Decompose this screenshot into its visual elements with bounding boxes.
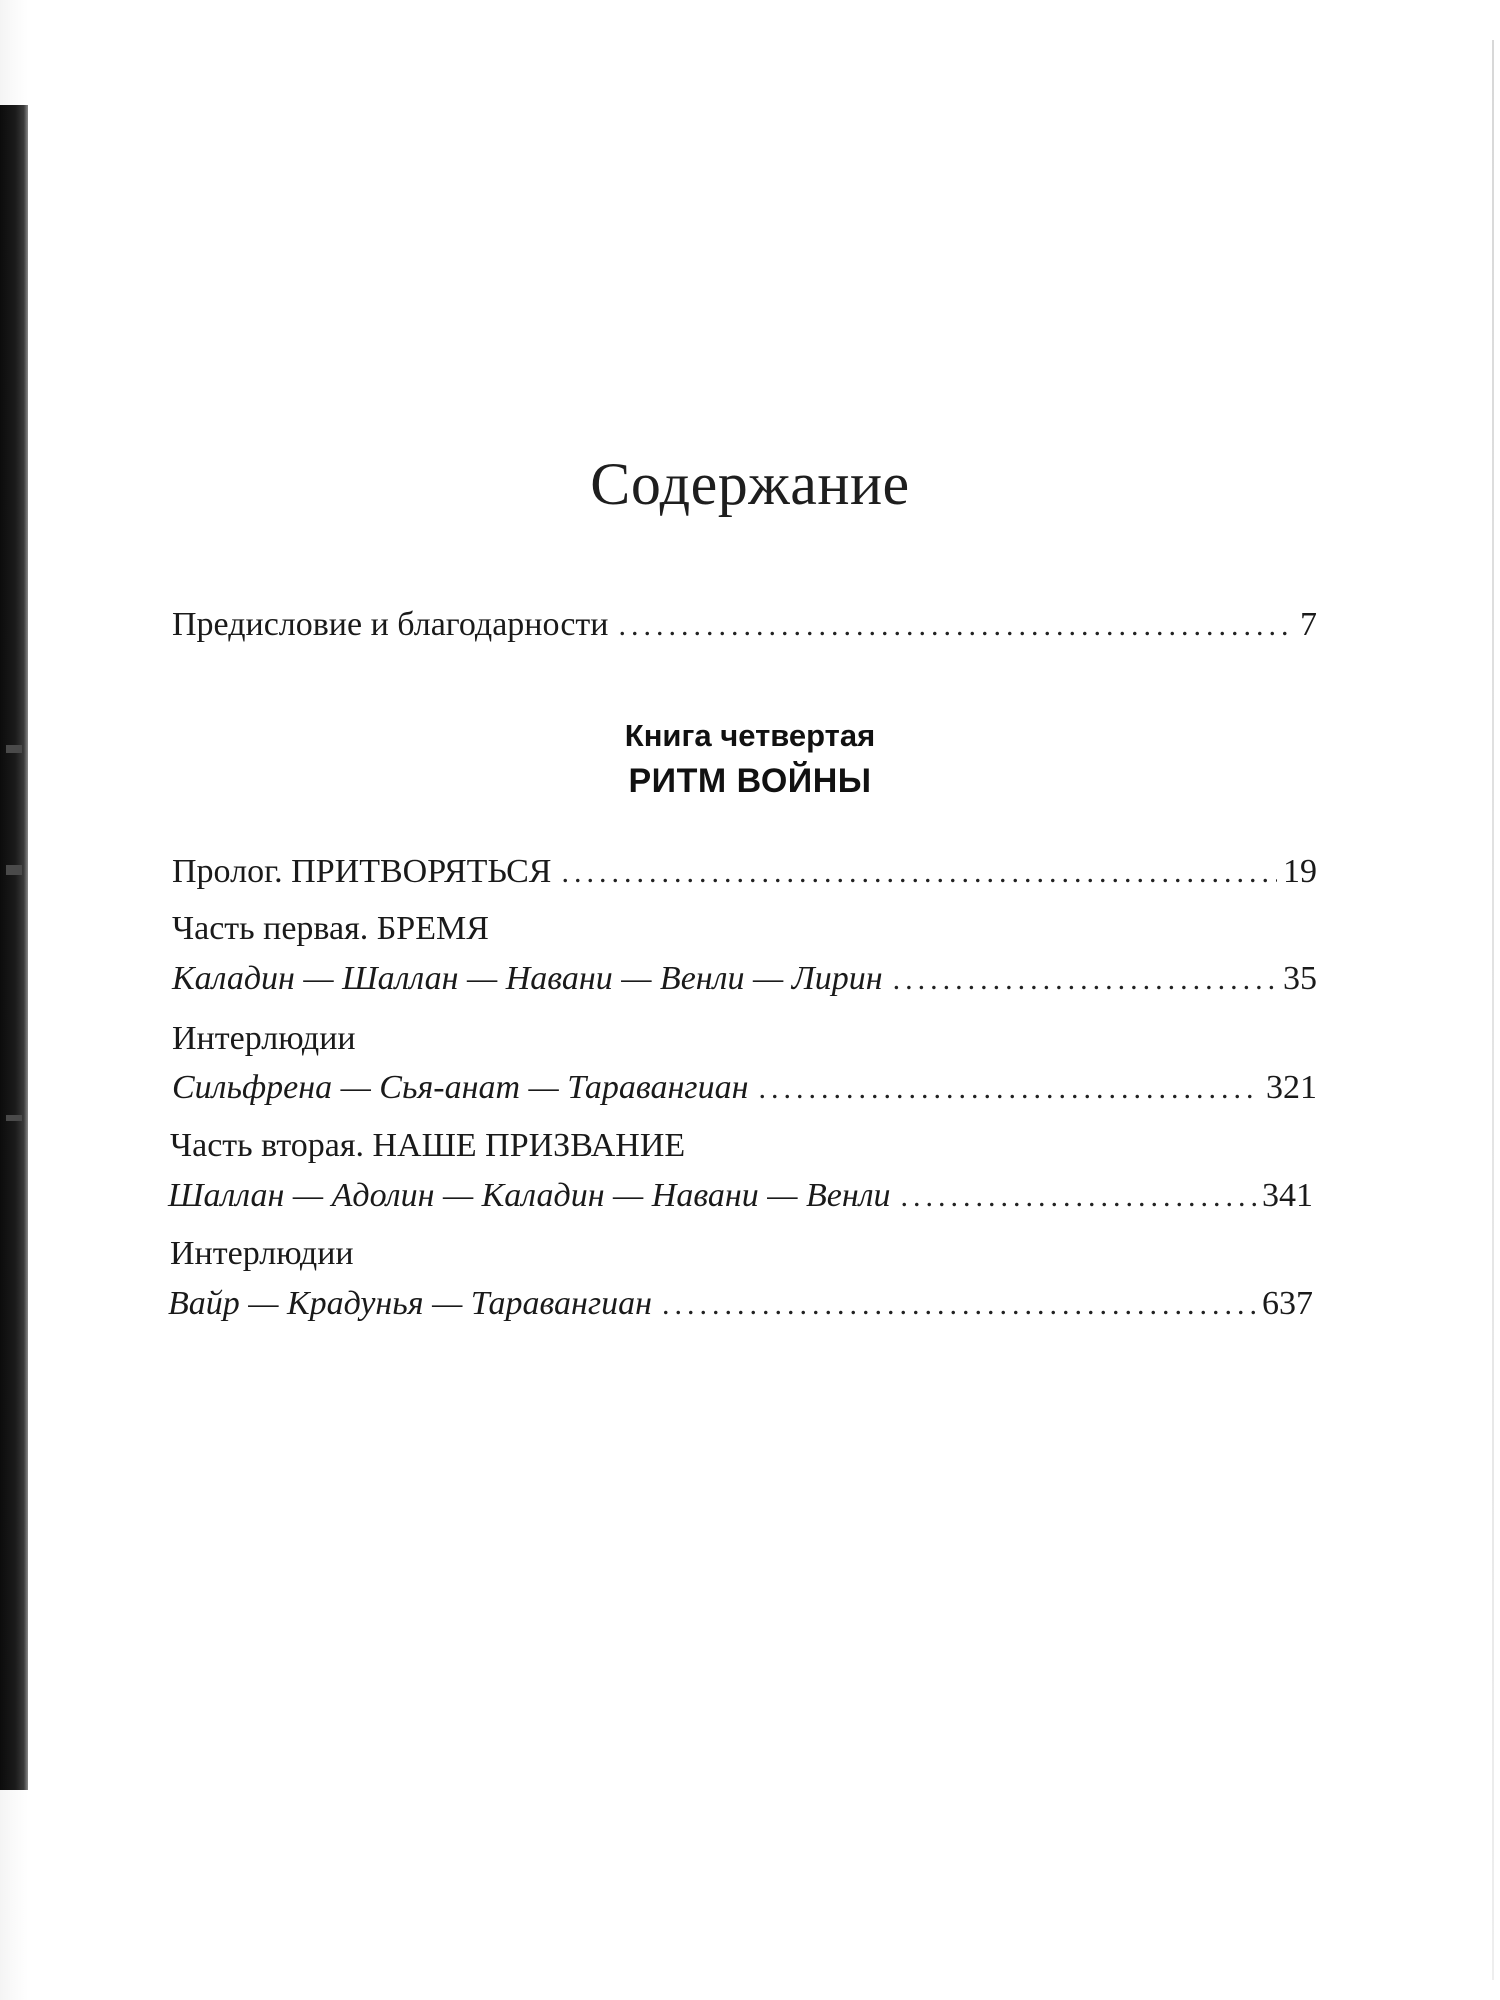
toc-section-part2: Часть вторая. НАШЕ ПРИЗВАНИЕ [170,1127,686,1164]
toc-section-part1: Часть первая. БРЕМЯ [172,910,489,947]
toc-page-number: 637 [1262,1285,1313,1322]
toc-section-interlude1: Интерлюдии [172,1020,356,1057]
toc-page-number: 35 [1283,960,1317,997]
toc-entry-interlude1[interactable] [172,1069,1317,1107]
book-subtitle: Книга четвертая [624,718,876,753]
toc-page-number: 19 [1283,853,1317,890]
toc-section-interlude2: Интерлюдии [170,1235,354,1272]
dot-leader [561,856,1277,890]
toc-chapter-list: Шаллан — Адолин — Каладин — Навани — Венли [168,1177,891,1214]
toc-entry-part1[interactable] [172,960,1317,998]
toc-chapter-list: Вайр — Крадунья — Таравангиан [168,1285,653,1322]
page-right-edge [1492,40,1494,1980]
toc-chapter-list: Каладин — Шаллан — Навани — Венли — Лирин [172,960,883,997]
book-name: РИТМ ВОЙНЫ [628,762,872,800]
toc-entry-part2[interactable] [168,1177,1313,1215]
toc-page-number: 7 [1300,606,1317,643]
dot-leader [619,609,1292,643]
spine-mark [6,865,22,875]
toc-entry-preface[interactable] [172,606,1317,644]
dot-leader [901,1180,1256,1214]
toc-chapter-list: Сильфрена — Сья-анат — Таравангиан [172,1069,749,1106]
spine-mark [6,1115,22,1121]
book-spine-shadow [0,105,28,1790]
toc-entry-label: Предисловие и благодарности [172,606,609,643]
toc-entry-interlude2[interactable] [168,1285,1313,1323]
toc-entry-prologue[interactable] [172,853,1317,891]
dot-leader [758,1072,1260,1106]
page-title: Содержание [590,451,910,518]
toc-page-number: 321 [1266,1069,1317,1106]
toc-page-number: 341 [1262,1177,1313,1214]
dot-leader [662,1288,1256,1322]
dot-leader [893,963,1277,997]
toc-entry-label: Пролог. ПРИТВОРЯТЬСЯ [172,853,552,890]
